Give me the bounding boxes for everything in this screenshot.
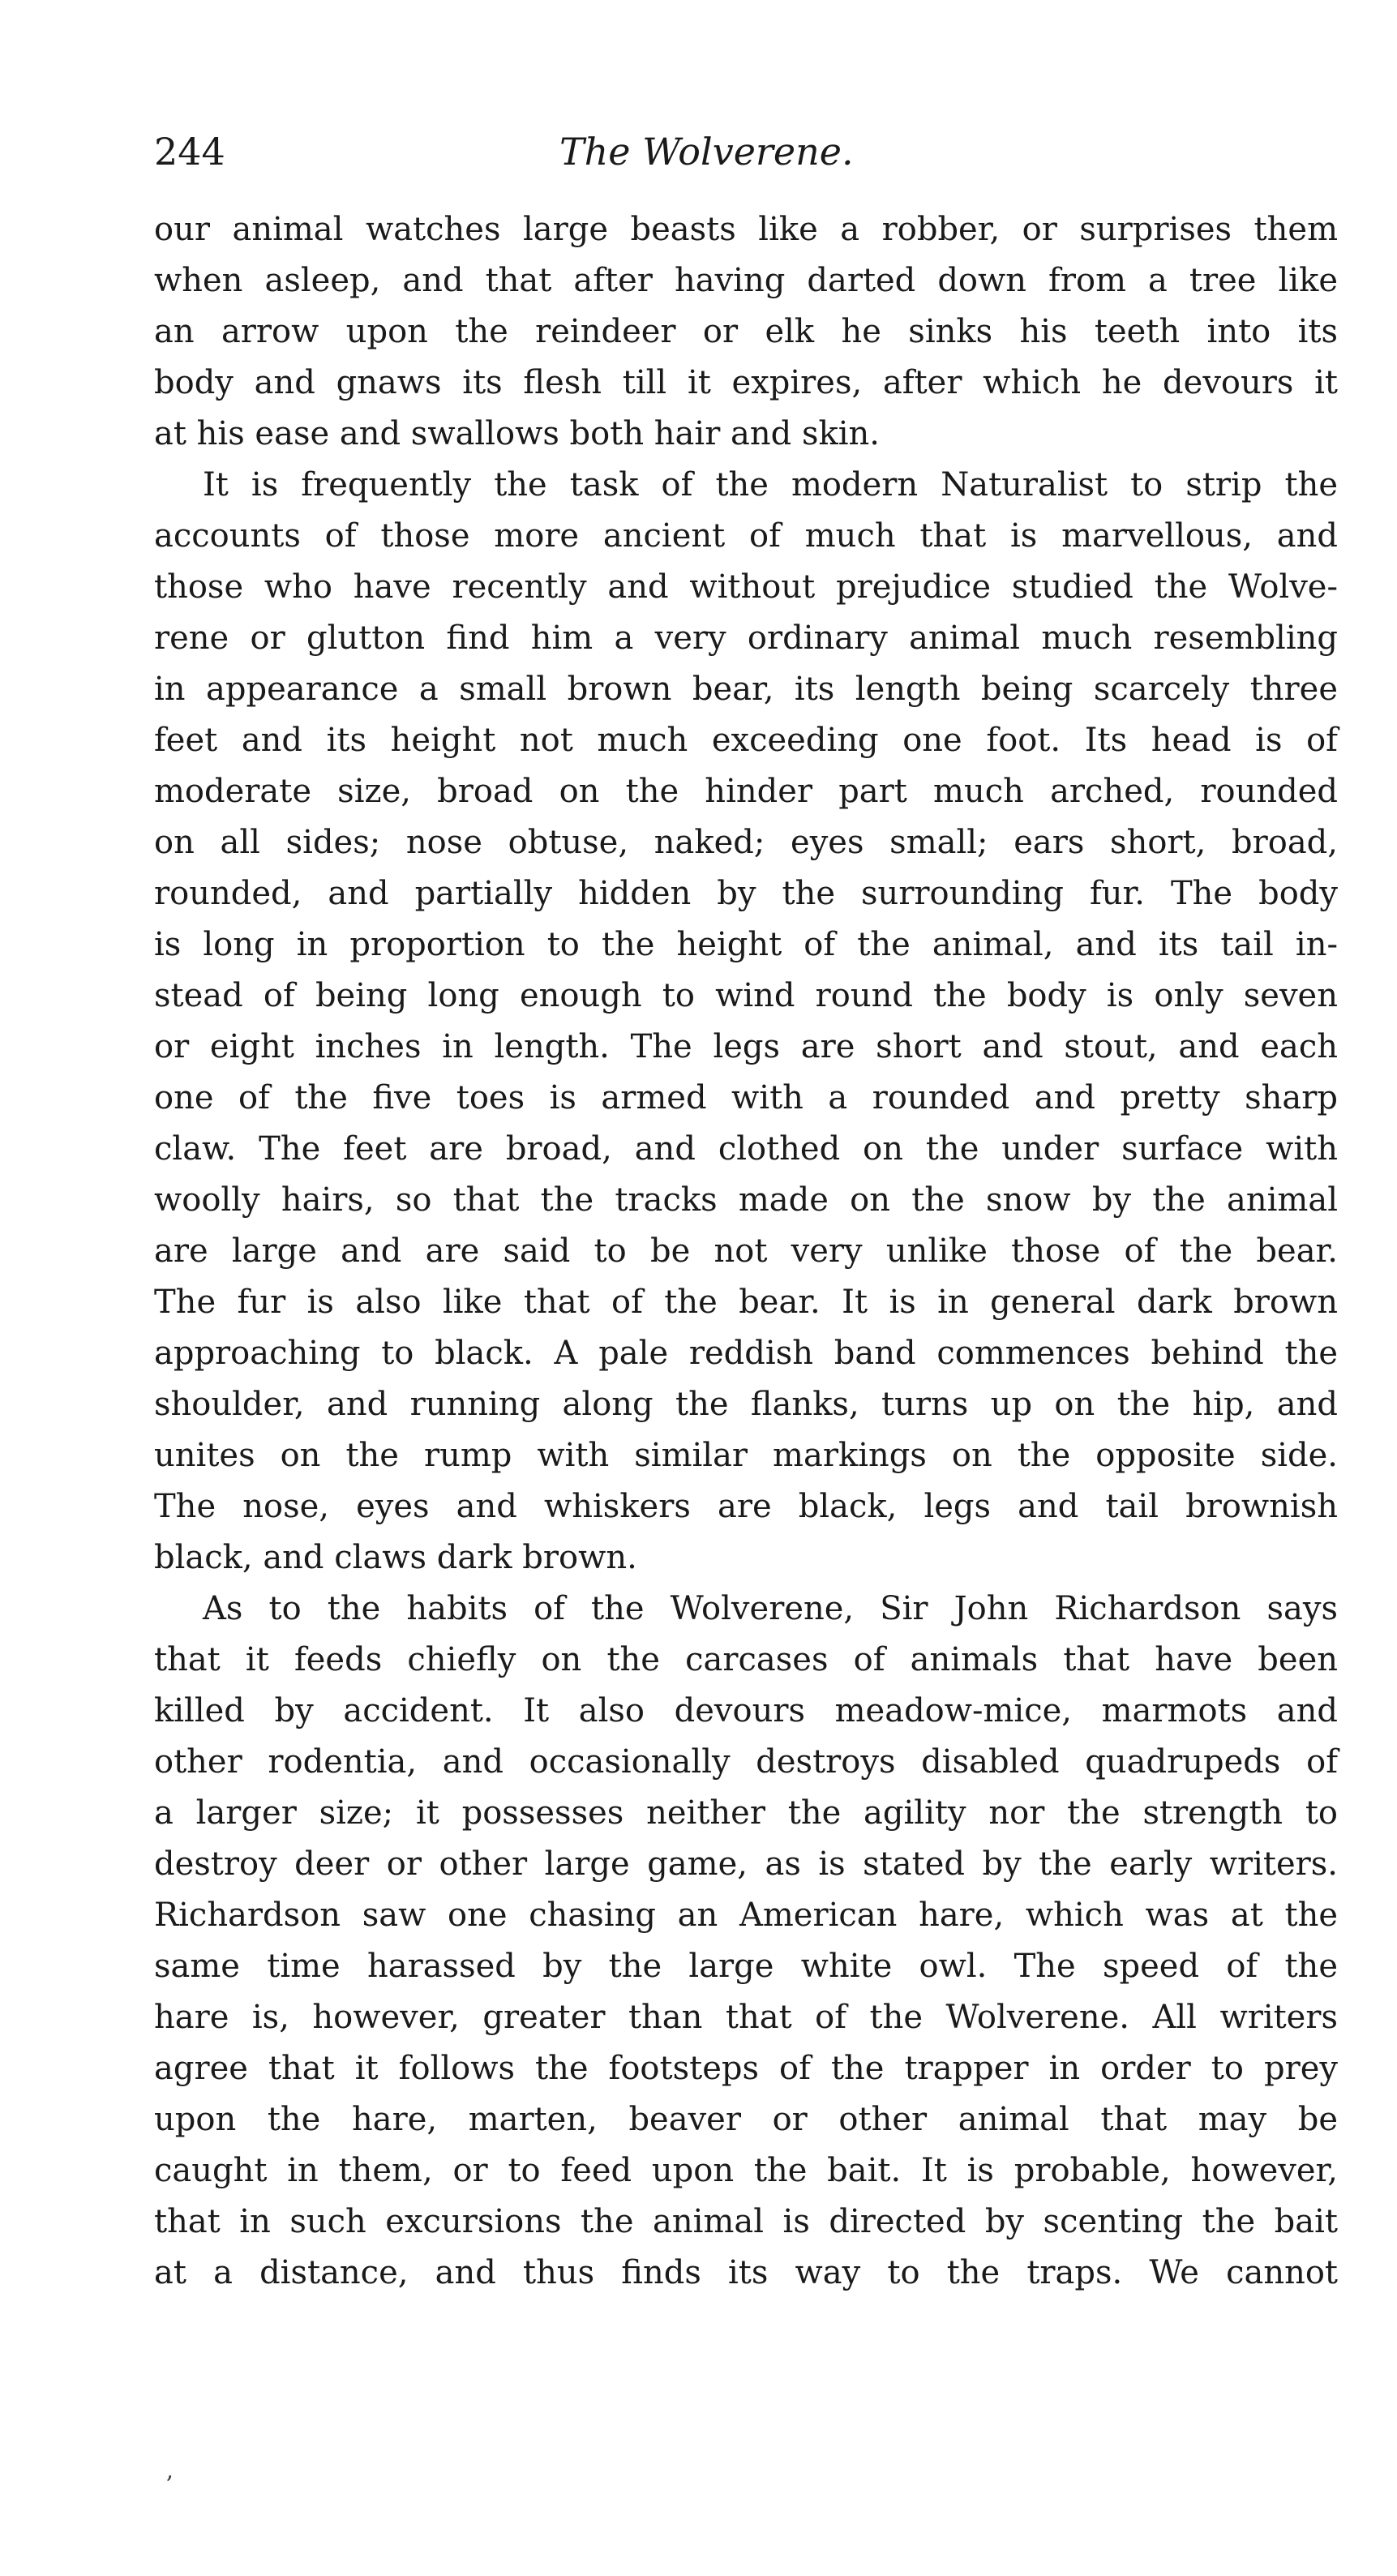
text-line: It is frequently the task of the modern Naturalist to strip the — [203, 466, 1338, 504]
text-line: woolly hairs, so that the tracks made on the snow by the animal — [154, 1181, 1338, 1219]
stray-mark: , — [166, 2457, 174, 2484]
body-text — [154, 204, 1338, 2299]
text-line: stead of being long enough to wind round the body is only seven — [154, 977, 1338, 1014]
text-line: a larger size; it possesses neither the agility nor the strength to — [154, 1794, 1338, 1832]
text-line: moderate size, broad on the hinder part much arched, rounded — [154, 773, 1338, 810]
text-line: other rodentia, and occasionally destroys disabled quadrupeds of — [154, 1743, 1338, 1781]
text-line: black, and claws dark brown. — [154, 1539, 637, 1576]
text-line: are large and are said to be not very unlike those of the bear. — [154, 1232, 1338, 1270]
text-line: body and gnaws its flesh till it expires, after which he devours it — [154, 364, 1338, 401]
text-line: destroy deer or other large game, as is stated by the early writers. — [154, 1845, 1338, 1883]
text-line: or eight inches in length. The legs are short and stout, and each — [154, 1028, 1338, 1065]
text-line: an arrow upon the reindeer or elk he sinks his teeth into its — [154, 313, 1338, 350]
text-line: killed by accident. It also devours meadow-mice, marmots and — [154, 1692, 1338, 1729]
text-line: that in such excursions the animal is directed by scenting the bait — [154, 2203, 1338, 2240]
text-line: rene or glutton find him a very ordinary animal much resembling — [154, 619, 1338, 657]
paragraph — [154, 1584, 1338, 2299]
text-line: As to the habits of the Wolverene, Sir John Richardson says — [203, 1590, 1338, 1627]
text-line: The fur is also like that of the bear. It is in general dark brown — [154, 1284, 1338, 1321]
text-line: caught in them, or to feed upon the bait. It is probable, however, — [154, 2152, 1338, 2189]
text-line: is long in proportion to the height of the animal, and its tail in- — [154, 926, 1338, 963]
text-line: in appearance a small brown bear, its length being scarcely three — [154, 671, 1338, 708]
page-header — [154, 105, 1338, 186]
text-line: accounts of those more ancient of much that is marvellous, and — [154, 517, 1338, 555]
text-line: hare is, however, greater than that of the Wolverene. All writers — [154, 1999, 1338, 2036]
paragraph — [154, 204, 1338, 460]
text-line: that it feeds chiefly on the carcases of animals that have been — [154, 1641, 1338, 1678]
text-line: at a distance, and thus finds its way to the traps. We cannot — [154, 2254, 1338, 2291]
text-line: claw. The feet are broad, and clothed on the under surface with — [154, 1130, 1338, 1168]
text-line: feet and its height not much exceeding one foot. Its head is of — [154, 722, 1338, 759]
text-line: at his ease and swallows both hair and skin. — [154, 415, 880, 452]
text-line: when asleep, and that after having darted down from a tree like — [154, 262, 1338, 299]
text-line: same time harassed by the large white owl. The speed of the — [154, 1948, 1338, 1985]
text-line: unites on the rump with similar markings on the opposite side. — [154, 1437, 1338, 1474]
text-line: approaching to black. A pale reddish band commences behind the — [154, 1335, 1338, 1372]
book-page — [154, 105, 1338, 2299]
text-line: our animal watches large beasts like a robber, or surprises them — [154, 211, 1338, 248]
text-line: shoulder, and running along the flanks, turns up on the hip, and — [154, 1386, 1338, 1423]
text-line: rounded, and partially hidden by the surrounding fur. The body — [154, 875, 1338, 912]
text-line: The nose, eyes and whiskers are black, legs and tail brownish — [154, 1488, 1338, 1525]
text-line: agree that it follows the footsteps of the trapper in order to prey — [154, 2050, 1338, 2087]
running-title: The Wolverene. — [559, 130, 854, 174]
page-number: 244 — [154, 130, 225, 174]
text-line: those who have recently and without prejudice studied the Wolve- — [154, 568, 1338, 606]
paragraph — [154, 460, 1338, 1584]
text-line: on all sides; nose obtuse, naked; eyes small; ears short, broad, — [154, 824, 1338, 861]
text-line: Richardson saw one chasing an American hare, which was at the — [154, 1897, 1338, 1934]
text-line: upon the hare, marten, beaver or other animal that may be — [154, 2101, 1338, 2138]
text-line: one of the five toes is armed with a rounded and pretty sharp — [154, 1079, 1338, 1117]
